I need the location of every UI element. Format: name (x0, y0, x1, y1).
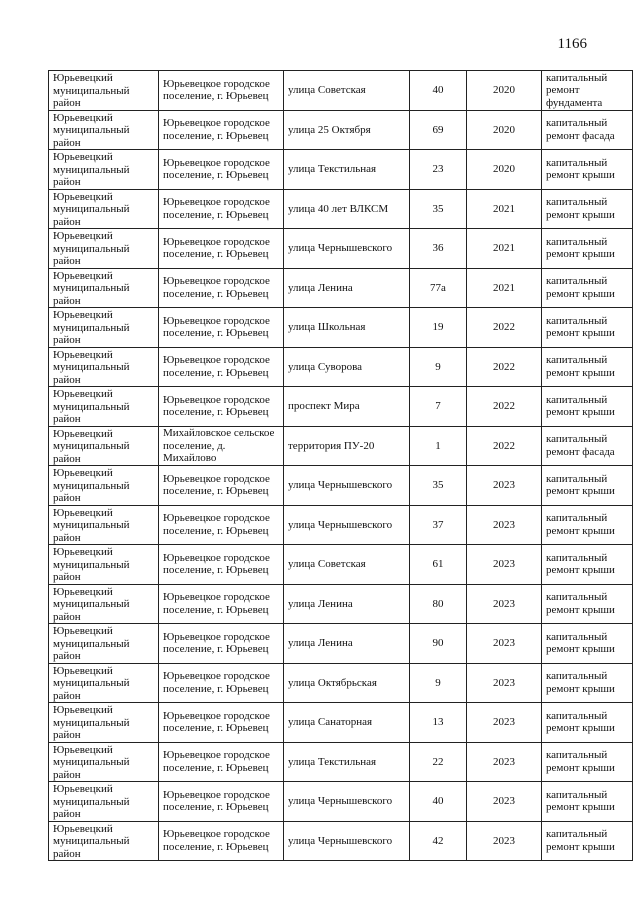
repair-schedule-table (48, 70, 633, 861)
work-type-cell: капитальный ремонт крыши (542, 821, 633, 861)
year-cell: 2020 (467, 71, 542, 111)
settlement-cell: Юрьевецкое городское поселение, г. Юрьевец (159, 308, 284, 348)
district-cell: Юрьевецкий муниципальный район (49, 821, 159, 861)
district-cell: Юрьевецкий муниципальный район (49, 426, 159, 466)
year-cell: 2023 (467, 703, 542, 743)
settlement-cell: Юрьевецкое городское поселение, г. Юрьевец (159, 387, 284, 427)
street-cell: улица Ленина (284, 584, 410, 624)
district-cell: Юрьевецкий муниципальный район (49, 703, 159, 743)
table-row (49, 663, 633, 703)
year-cell: 2023 (467, 466, 542, 506)
work-type-cell: капитальный ремонт крыши (542, 782, 633, 822)
district-cell: Юрьевецкий муниципальный район (49, 150, 159, 190)
year-cell: 2023 (467, 663, 542, 703)
settlement-cell: Юрьевецкое городское поселение, г. Юрьевец (159, 189, 284, 229)
district-cell: Юрьевецкий муниципальный район (49, 71, 159, 111)
year-cell: 2023 (467, 545, 542, 585)
house-number-cell: 90 (410, 624, 467, 664)
house-number-cell: 35 (410, 466, 467, 506)
table-row (49, 821, 633, 861)
settlement-cell: Михайловское сельское поселение, д. Михайлово (159, 426, 284, 466)
street-cell: территория ПУ-20 (284, 426, 410, 466)
house-number-cell: 37 (410, 505, 467, 545)
settlement-cell: Юрьевецкое городское поселение, г. Юрьевец (159, 703, 284, 743)
table-row (49, 703, 633, 743)
year-cell: 2022 (467, 426, 542, 466)
year-cell: 2020 (467, 110, 542, 150)
table-row (49, 624, 633, 664)
table-body (49, 71, 633, 861)
table-row (49, 545, 633, 585)
street-cell: улица 40 лет ВЛКСМ (284, 189, 410, 229)
settlement-cell: Юрьевецкое городское поселение, г. Юрьевец (159, 110, 284, 150)
settlement-cell: Юрьевецкое городское поселение, г. Юрьевец (159, 505, 284, 545)
work-type-cell: капитальный ремонт крыши (542, 387, 633, 427)
settlement-cell: Юрьевецкое городское поселение, г. Юрьевец (159, 71, 284, 111)
year-cell: 2022 (467, 347, 542, 387)
settlement-cell: Юрьевецкое городское поселение, г. Юрьевец (159, 624, 284, 664)
house-number-cell: 23 (410, 150, 467, 190)
street-cell: улица 25 Октября (284, 110, 410, 150)
district-cell: Юрьевецкий муниципальный район (49, 189, 159, 229)
house-number-cell: 9 (410, 347, 467, 387)
work-type-cell: капитальный ремонт крыши (542, 347, 633, 387)
settlement-cell: Юрьевецкое городское поселение, г. Юрьевец (159, 347, 284, 387)
settlement-cell: Юрьевецкое городское поселение, г. Юрьевец (159, 229, 284, 269)
house-number-cell: 36 (410, 229, 467, 269)
street-cell: улица Школьная (284, 308, 410, 348)
street-cell: улица Советская (284, 71, 410, 111)
work-type-cell: капитальный ремонт крыши (542, 308, 633, 348)
table-row (49, 189, 633, 229)
house-number-cell: 22 (410, 742, 467, 782)
street-cell: улица Суворова (284, 347, 410, 387)
district-cell: Юрьевецкий муниципальный район (49, 229, 159, 269)
district-cell: Юрьевецкий муниципальный район (49, 663, 159, 703)
table-row (49, 466, 633, 506)
work-type-cell: капитальный ремонт крыши (542, 150, 633, 190)
table-row (49, 308, 633, 348)
house-number-cell: 13 (410, 703, 467, 743)
district-cell: Юрьевецкий муниципальный район (49, 268, 159, 308)
house-number-cell: 40 (410, 71, 467, 111)
year-cell: 2021 (467, 229, 542, 269)
district-cell: Юрьевецкий муниципальный район (49, 624, 159, 664)
street-cell: улица Чернышевского (284, 229, 410, 269)
street-cell: улица Чернышевского (284, 466, 410, 506)
table-row (49, 268, 633, 308)
table-row (49, 229, 633, 269)
year-cell: 2021 (467, 189, 542, 229)
table-row (49, 387, 633, 427)
house-number-cell: 19 (410, 308, 467, 348)
year-cell: 2023 (467, 624, 542, 664)
year-cell: 2023 (467, 821, 542, 861)
settlement-cell: Юрьевецкое городское поселение, г. Юрьевец (159, 782, 284, 822)
street-cell: улица Советская (284, 545, 410, 585)
settlement-cell: Юрьевецкое городское поселение, г. Юрьевец (159, 584, 284, 624)
house-number-cell: 1 (410, 426, 467, 466)
settlement-cell: Юрьевецкое городское поселение, г. Юрьевец (159, 663, 284, 703)
district-cell: Юрьевецкий муниципальный район (49, 742, 159, 782)
settlement-cell: Юрьевецкое городское поселение, г. Юрьевец (159, 821, 284, 861)
table-row (49, 426, 633, 466)
settlement-cell: Юрьевецкое городское поселение, г. Юрьевец (159, 742, 284, 782)
district-cell: Юрьевецкий муниципальный район (49, 505, 159, 545)
work-type-cell: капитальный ремонт крыши (542, 268, 633, 308)
settlement-cell: Юрьевецкое городское поселение, г. Юрьевец (159, 268, 284, 308)
street-cell: улица Текстильная (284, 742, 410, 782)
work-type-cell: капитальный ремонт крыши (542, 229, 633, 269)
work-type-cell: капитальный ремонт крыши (542, 545, 633, 585)
table-row (49, 742, 633, 782)
work-type-cell: капитальный ремонт крыши (542, 505, 633, 545)
street-cell: улица Октябрьская (284, 663, 410, 703)
year-cell: 2022 (467, 387, 542, 427)
work-type-cell: капитальный ремонт крыши (542, 466, 633, 506)
settlement-cell: Юрьевецкое городское поселение, г. Юрьевец (159, 150, 284, 190)
house-number-cell: 9 (410, 663, 467, 703)
house-number-cell: 35 (410, 189, 467, 229)
work-type-cell: капитальный ремонт крыши (542, 584, 633, 624)
street-cell: улица Ленина (284, 268, 410, 308)
street-cell: улица Чернышевского (284, 782, 410, 822)
house-number-cell: 80 (410, 584, 467, 624)
table-row (49, 71, 633, 111)
street-cell: улица Санаторная (284, 703, 410, 743)
table-row (49, 110, 633, 150)
street-cell: улица Ленина (284, 624, 410, 664)
year-cell: 2023 (467, 584, 542, 624)
house-number-cell: 61 (410, 545, 467, 585)
work-type-cell: капитальный ремонт фасада (542, 426, 633, 466)
table-row (49, 505, 633, 545)
street-cell: улица Чернышевского (284, 821, 410, 861)
house-number-cell: 69 (410, 110, 467, 150)
year-cell: 2023 (467, 505, 542, 545)
table-row (49, 584, 633, 624)
house-number-cell: 77а (410, 268, 467, 308)
settlement-cell: Юрьевецкое городское поселение, г. Юрьевец (159, 466, 284, 506)
work-type-cell: капитальный ремонт крыши (542, 624, 633, 664)
table-row (49, 347, 633, 387)
table-row (49, 782, 633, 822)
district-cell: Юрьевецкий муниципальный район (49, 110, 159, 150)
street-cell: улица Чернышевского (284, 505, 410, 545)
year-cell: 2023 (467, 782, 542, 822)
year-cell: 2022 (467, 308, 542, 348)
year-cell: 2021 (467, 268, 542, 308)
house-number-cell: 40 (410, 782, 467, 822)
work-type-cell: капитальный ремонт крыши (542, 663, 633, 703)
district-cell: Юрьевецкий муниципальный район (49, 347, 159, 387)
work-type-cell: капитальный ремонт крыши (542, 189, 633, 229)
street-cell: улица Текстильная (284, 150, 410, 190)
street-cell: проспект Мира (284, 387, 410, 427)
district-cell: Юрьевецкий муниципальный район (49, 545, 159, 585)
work-type-cell: капитальный ремонт фасада (542, 110, 633, 150)
district-cell: Юрьевецкий муниципальный район (49, 782, 159, 822)
work-type-cell: капитальный ремонт фундамента (542, 71, 633, 111)
house-number-cell: 7 (410, 387, 467, 427)
district-cell: Юрьевецкий муниципальный район (49, 466, 159, 506)
district-cell: Юрьевецкий муниципальный район (49, 387, 159, 427)
district-cell: Юрьевецкий муниципальный район (49, 584, 159, 624)
house-number-cell: 42 (410, 821, 467, 861)
year-cell: 2020 (467, 150, 542, 190)
table-row (49, 150, 633, 190)
page-number: 1166 (557, 36, 587, 52)
settlement-cell: Юрьевецкое городское поселение, г. Юрьевец (159, 545, 284, 585)
work-type-cell: капитальный ремонт крыши (542, 742, 633, 782)
year-cell: 2023 (467, 742, 542, 782)
district-cell: Юрьевецкий муниципальный район (49, 308, 159, 348)
work-type-cell: капитальный ремонт крыши (542, 703, 633, 743)
